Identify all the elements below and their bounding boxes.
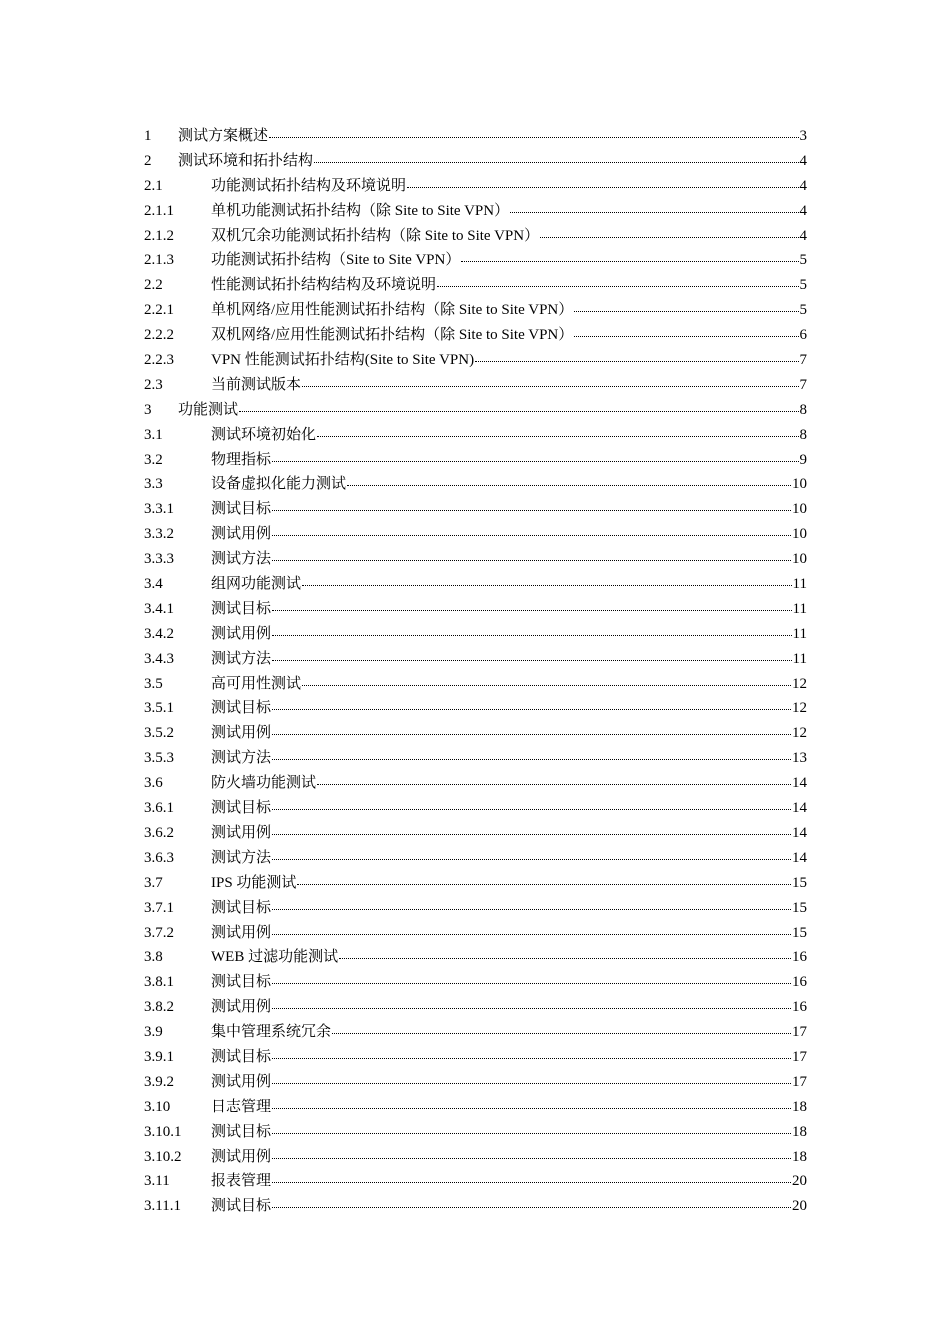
toc-dot-leader xyxy=(297,872,791,887)
toc-entry-page: 18 xyxy=(792,1148,807,1165)
toc-entry-page: 14 xyxy=(792,775,807,792)
toc-entry-title: 设备虚拟化能力测试 xyxy=(211,476,347,493)
toc-dot-leader xyxy=(332,1021,791,1036)
toc-entry[interactable] xyxy=(144,945,807,970)
toc-entry-number: 3.8.2 xyxy=(144,999,174,1016)
toc-entry-page: 17 xyxy=(792,1073,807,1090)
toc-entry[interactable] xyxy=(144,1070,807,1095)
toc-entry-number: 2.2 xyxy=(144,277,163,294)
toc-entry-page: 5 xyxy=(799,302,807,319)
toc-entry-title: 性能测试拓扑结构结构及环境说明 xyxy=(211,277,437,294)
toc-entry[interactable] xyxy=(144,298,807,323)
toc-entry-title: 测试目标 xyxy=(211,1123,272,1140)
toc-entry-number: 3.2 xyxy=(144,451,163,468)
toc-dot-leader xyxy=(574,299,798,314)
toc-entry-title: 集中管理系统冗余 xyxy=(211,1024,332,1041)
toc-entry-page: 3 xyxy=(799,128,807,144)
toc-entry-title: 测试目标 xyxy=(211,1048,272,1065)
toc-entry-number: 3.8 xyxy=(144,949,163,966)
toc-entry-page: 15 xyxy=(792,874,807,891)
toc-dot-leader xyxy=(272,797,791,812)
toc-dot-leader xyxy=(317,424,798,439)
toc-entry[interactable] xyxy=(144,1169,807,1194)
toc-entry-title: 报表管理 xyxy=(211,1173,272,1190)
toc-entry-title: 双机冗余功能测试拓扑结构（除 Site to Site VPN） xyxy=(211,227,540,244)
toc-entry-page: 5 xyxy=(799,252,807,269)
toc-entry[interactable] xyxy=(144,472,807,497)
toc-entry[interactable] xyxy=(144,696,807,721)
toc-entry[interactable] xyxy=(144,373,807,398)
toc-entry[interactable] xyxy=(144,995,807,1020)
toc-dot-leader xyxy=(272,822,791,837)
toc-entry-page: 6 xyxy=(799,327,807,344)
toc-entry-number: 3.7.2 xyxy=(144,924,174,941)
toc-dot-leader xyxy=(272,971,791,986)
toc-entry-number: 3.9.2 xyxy=(144,1073,174,1090)
toc-entry-number: 3.3.1 xyxy=(144,501,174,518)
toc-entry-number: 2.1 xyxy=(144,177,163,194)
toc-entry-title: 测试目标 xyxy=(211,899,272,916)
toc-entry[interactable] xyxy=(144,174,807,199)
toc-dot-leader xyxy=(347,473,791,488)
toc-entry-page: 17 xyxy=(792,1048,807,1065)
toc-entry-title: 测试用例 xyxy=(211,999,272,1016)
toc-entry-page: 14 xyxy=(792,800,807,817)
toc-entry-title: 测试环境和拓扑结构 xyxy=(178,152,314,169)
toc-entry-page: 9 xyxy=(799,451,807,468)
toc-entry-number: 3.4.3 xyxy=(144,650,174,667)
toc-entry-page: 16 xyxy=(792,999,807,1016)
toc-entry-number: 2.1.3 xyxy=(144,252,174,269)
toc-entry-page: 18 xyxy=(792,1098,807,1115)
table-of-contents xyxy=(144,124,807,1219)
toc-dot-leader xyxy=(272,623,792,638)
toc-dot-leader xyxy=(272,722,791,737)
toc-entry-number: 3.9.1 xyxy=(144,1048,174,1065)
toc-dot-leader xyxy=(302,374,798,389)
toc-dot-leader xyxy=(461,249,798,264)
toc-entry-page: 8 xyxy=(799,426,807,443)
toc-dot-leader xyxy=(272,1046,791,1061)
toc-entry-title: 测试用例 xyxy=(211,924,272,941)
toc-dot-leader xyxy=(272,897,791,912)
toc-dot-leader xyxy=(272,697,791,712)
toc-entry-page: 4 xyxy=(799,177,807,194)
toc-entry-number: 3.4.1 xyxy=(144,600,174,617)
toc-dot-leader xyxy=(510,200,798,215)
toc-entry-title: IPS 功能测试 xyxy=(211,874,297,891)
toc-entry[interactable] xyxy=(144,746,807,771)
toc-entry-page: 14 xyxy=(792,849,807,866)
toc-entry-title: 当前测试版本 xyxy=(211,376,302,393)
toc-dot-leader xyxy=(407,175,798,190)
toc-entry[interactable] xyxy=(144,497,807,522)
toc-entry-title: 测试方法 xyxy=(211,750,272,767)
toc-entry[interactable] xyxy=(144,547,807,572)
toc-dot-leader xyxy=(302,573,792,588)
toc-entry-number: 3.5.2 xyxy=(144,725,174,742)
toc-entry[interactable] xyxy=(144,1194,807,1219)
toc-entry-page: 7 xyxy=(799,352,807,369)
toc-entry-page: 16 xyxy=(792,949,807,966)
toc-entry[interactable] xyxy=(144,423,807,448)
toc-entry[interactable] xyxy=(144,597,807,622)
toc-entry-page: 12 xyxy=(792,725,807,742)
toc-entry-title: 双机网络/应用性能测试拓扑结构（除 Site to Site VPN） xyxy=(211,327,574,344)
toc-entry-number: 3.6 xyxy=(144,775,163,792)
toc-entry-title: 测试用例 xyxy=(211,1073,272,1090)
toc-entry-number: 3.3.2 xyxy=(144,526,174,543)
toc-entry[interactable] xyxy=(144,149,807,174)
toc-entry[interactable] xyxy=(144,1145,807,1170)
toc-entry[interactable] xyxy=(144,199,807,224)
toc-entry-number: 2.2.3 xyxy=(144,352,174,369)
toc-entry[interactable] xyxy=(144,871,807,896)
toc-entry-title: VPN 性能测试拓扑结构(Site to Site VPN) xyxy=(211,352,475,369)
toc-entry-page: 14 xyxy=(792,824,807,841)
toc-dot-leader xyxy=(272,1170,791,1185)
toc-entry-title: 测试用例 xyxy=(211,526,272,543)
toc-entry-number: 2.1.2 xyxy=(144,227,174,244)
toc-entry[interactable] xyxy=(144,273,807,298)
toc-dot-leader xyxy=(272,1071,791,1086)
toc-entry-number: 1 xyxy=(144,128,152,144)
toc-entry-number: 3.11 xyxy=(144,1173,170,1190)
toc-entry-title: 测试目标 xyxy=(211,800,272,817)
toc-entry-title: 测试用例 xyxy=(211,824,272,841)
toc-dot-leader xyxy=(272,523,791,538)
toc-entry[interactable] xyxy=(144,622,807,647)
toc-entry[interactable] xyxy=(144,796,807,821)
toc-entry[interactable] xyxy=(144,398,807,423)
toc-dot-leader xyxy=(269,125,798,140)
toc-entry-number: 3.5.3 xyxy=(144,750,174,767)
toc-entry-page: 10 xyxy=(792,501,807,518)
toc-entry-page: 13 xyxy=(792,750,807,767)
toc-entry-page: 15 xyxy=(792,899,807,916)
toc-entry-title: 单机网络/应用性能测试拓扑结构（除 Site to Site VPN） xyxy=(211,302,574,319)
toc-entry-page: 7 xyxy=(799,376,807,393)
toc-entry-title: 组网功能测试 xyxy=(211,576,302,593)
toc-entry-page: 4 xyxy=(799,152,807,169)
toc-entry[interactable] xyxy=(144,522,807,547)
toc-entry[interactable] xyxy=(144,323,807,348)
toc-entry-number: 3.9 xyxy=(144,1024,163,1041)
toc-entry-page: 17 xyxy=(792,1024,807,1041)
toc-entry-title: 功能测试 xyxy=(178,401,239,418)
toc-entry-title: 物理指标 xyxy=(211,451,272,468)
toc-entry[interactable] xyxy=(144,572,807,597)
toc-entry[interactable] xyxy=(144,721,807,746)
toc-entry[interactable] xyxy=(144,1095,807,1120)
toc-entry-title: 功能测试拓扑结构（Site to Site VPN） xyxy=(211,252,461,269)
toc-entry-page: 16 xyxy=(792,974,807,991)
toc-entry-number: 2.2.1 xyxy=(144,302,174,319)
toc-entry-page: 12 xyxy=(792,700,807,717)
toc-dot-leader xyxy=(272,1195,791,1210)
toc-entry-title: 测试方案概述 xyxy=(178,128,269,144)
toc-dot-leader xyxy=(272,1121,791,1136)
toc-entry-number: 2.1.1 xyxy=(144,202,174,219)
toc-entry-title: 测试环境初始化 xyxy=(211,426,317,443)
toc-entry-number: 3.8.1 xyxy=(144,974,174,991)
toc-entry[interactable] xyxy=(144,248,807,273)
toc-entry-number: 3.5 xyxy=(144,675,163,692)
toc-dot-leader xyxy=(540,225,798,240)
toc-entry[interactable] xyxy=(144,821,807,846)
toc-entry-page: 10 xyxy=(792,526,807,543)
toc-dot-leader xyxy=(272,747,791,762)
toc-entry-number: 3.7 xyxy=(144,874,163,891)
toc-entry-page: 4 xyxy=(799,202,807,219)
toc-entry[interactable] xyxy=(144,771,807,796)
toc-entry-number: 3.4 xyxy=(144,576,163,593)
toc-entry-title: 测试方法 xyxy=(211,849,272,866)
toc-dot-leader xyxy=(272,449,798,464)
toc-entry-title: 测试用例 xyxy=(211,625,272,642)
toc-entry-title: 测试方法 xyxy=(211,650,272,667)
toc-dot-leader xyxy=(272,648,792,663)
toc-entry[interactable] xyxy=(144,896,807,921)
toc-entry-page: 18 xyxy=(792,1123,807,1140)
toc-entry[interactable] xyxy=(144,448,807,473)
toc-entry-title: 单机功能测试拓扑结构（除 Site to Site VPN） xyxy=(211,202,510,219)
toc-entry-number: 3 xyxy=(144,401,152,418)
toc-entry-number: 2.2.2 xyxy=(144,327,174,344)
toc-dot-leader xyxy=(272,922,791,937)
toc-entry[interactable] xyxy=(144,846,807,871)
toc-entry-number: 3.1 xyxy=(144,426,163,443)
toc-entry-page: 10 xyxy=(792,551,807,568)
toc-entry-title: 测试目标 xyxy=(211,974,272,991)
toc-entry-page: 8 xyxy=(799,401,807,418)
toc-entry-number: 3.3.3 xyxy=(144,551,174,568)
toc-entry-title: 高可用性测试 xyxy=(211,675,302,692)
toc-entry-title: 防火墙功能测试 xyxy=(211,775,317,792)
toc-dot-leader xyxy=(574,324,798,339)
toc-entry-number: 3.7.1 xyxy=(144,899,174,916)
toc-entry[interactable] xyxy=(144,1045,807,1070)
toc-entry-page: 11 xyxy=(792,600,807,617)
toc-dot-leader xyxy=(239,399,798,414)
toc-entry-title: 日志管理 xyxy=(211,1098,272,1115)
toc-entry[interactable] xyxy=(144,124,807,149)
toc-entry-page: 12 xyxy=(792,675,807,692)
toc-entry-number: 3.6.3 xyxy=(144,849,174,866)
toc-entry-title: 测试方法 xyxy=(211,551,272,568)
toc-entry[interactable] xyxy=(144,1020,807,1045)
toc-entry-number: 3.10 xyxy=(144,1098,171,1115)
toc-entry-title: 测试目标 xyxy=(211,600,272,617)
toc-entry[interactable] xyxy=(144,1120,807,1145)
toc-entry-page: 20 xyxy=(792,1198,807,1215)
toc-dot-leader xyxy=(317,772,791,787)
toc-dot-leader xyxy=(272,498,791,513)
toc-dot-leader xyxy=(475,349,798,364)
toc-entry[interactable] xyxy=(144,224,807,249)
toc-entry-number: 3.10.2 xyxy=(144,1148,182,1165)
toc-entry-title: 功能测试拓扑结构及环境说明 xyxy=(211,177,407,194)
toc-entry-page: 20 xyxy=(792,1173,807,1190)
toc-dot-leader xyxy=(437,274,798,289)
toc-entry-number: 3.10.1 xyxy=(144,1123,182,1140)
toc-entry-number: 3.6.1 xyxy=(144,800,174,817)
toc-dot-leader xyxy=(272,1096,791,1111)
toc-dot-leader xyxy=(272,1146,791,1161)
toc-entry-number: 3.5.1 xyxy=(144,700,174,717)
toc-entry-title: 测试用例 xyxy=(211,1148,272,1165)
toc-entry-number: 3.11.1 xyxy=(144,1198,181,1215)
toc-entry-page: 4 xyxy=(799,227,807,244)
toc-dot-leader xyxy=(302,673,791,688)
toc-entry[interactable] xyxy=(144,647,807,672)
toc-dot-leader xyxy=(272,847,791,862)
toc-entry-page: 11 xyxy=(792,650,807,667)
toc-entry-page: 11 xyxy=(792,625,807,642)
toc-dot-leader xyxy=(314,150,798,165)
toc-entry-number: 3.3 xyxy=(144,476,163,493)
toc-entry[interactable] xyxy=(144,970,807,995)
toc-entry-title: 测试目标 xyxy=(211,501,272,518)
toc-entry-page: 15 xyxy=(792,924,807,941)
toc-entry-number: 2.3 xyxy=(144,376,163,393)
toc-entry-page: 11 xyxy=(792,576,807,593)
toc-entry-number: 3.6.2 xyxy=(144,824,174,841)
toc-entry-number: 3.4.2 xyxy=(144,625,174,642)
toc-entry-number: 2 xyxy=(144,152,152,169)
toc-entry[interactable] xyxy=(144,672,807,697)
toc-dot-leader xyxy=(272,996,791,1011)
toc-entry-page: 10 xyxy=(792,476,807,493)
toc-entry[interactable] xyxy=(144,921,807,946)
toc-entry-title: 测试目标 xyxy=(211,700,272,717)
toc-entry[interactable] xyxy=(144,348,807,373)
toc-dot-leader xyxy=(339,946,791,961)
toc-dot-leader xyxy=(272,548,791,563)
toc-entry-title: 测试目标 xyxy=(211,1198,272,1215)
toc-dot-leader xyxy=(272,598,792,613)
toc-entry-title: WEB 过滤功能测试 xyxy=(211,949,339,966)
toc-entry-page: 5 xyxy=(799,277,807,294)
toc-entry-title: 测试用例 xyxy=(211,725,272,742)
